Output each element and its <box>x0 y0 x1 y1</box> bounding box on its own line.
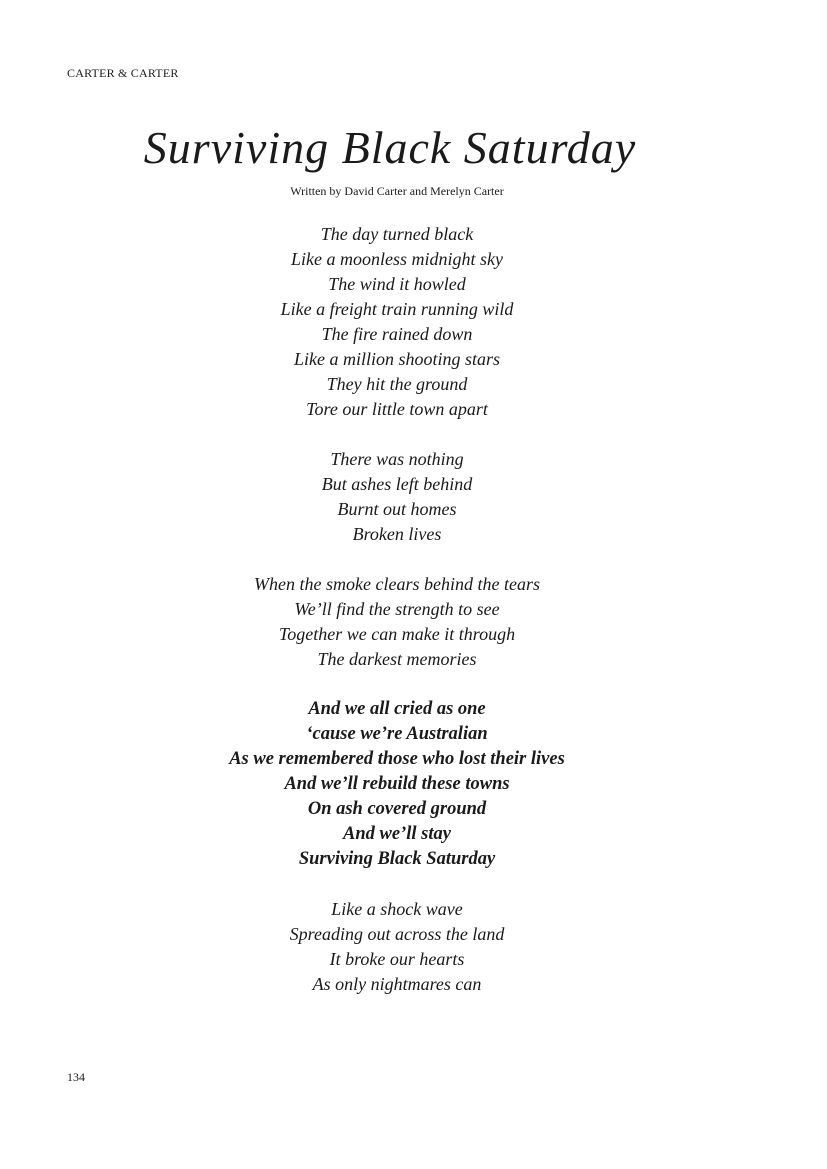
poem-line: Tore our little town apart <box>306 399 488 419</box>
poem-line: The day turned black <box>320 224 474 244</box>
stanza-chorus <box>0 697 794 872</box>
page-number: 134 <box>67 1070 85 1084</box>
poem-line: Like a freight train running wild <box>280 299 514 319</box>
poem-title: Surviving Black Saturday <box>143 122 637 173</box>
poem-line: The wind it howled <box>328 274 466 294</box>
poem-line: As only nightmares can <box>312 974 482 994</box>
poem-line: Surviving Black Saturday <box>298 849 496 869</box>
poem-line: Like a shock wave <box>331 899 463 919</box>
poem-line: On ash covered ground <box>307 799 487 819</box>
stanza-verse-3 <box>0 897 794 997</box>
byline: Written by David Carter and Merelyn Carter <box>290 184 504 198</box>
poem-line: ‘cause we’re Australian <box>306 724 488 744</box>
poem-line: The fire rained down <box>321 324 473 344</box>
poem-line: And we’ll rebuild these towns <box>284 774 510 794</box>
poem-line: It broke our hearts <box>329 949 465 969</box>
poem-line: Spreading out across the land <box>289 924 505 944</box>
stanza-verse-1 <box>0 222 794 422</box>
poem-body <box>0 222 794 1022</box>
poem-line: We’ll find the strength to see <box>294 599 500 619</box>
poem-line: But ashes left behind <box>321 474 473 494</box>
poem-line: Together we can make it through <box>278 624 516 644</box>
poem-line: And we’ll stay <box>343 824 451 844</box>
poem-line: There was nothing <box>330 449 464 469</box>
poem-line: Like a moonless midnight sky <box>291 249 503 269</box>
running-head: CARTER & CARTER <box>67 66 179 80</box>
poem-line: Broken lives <box>352 524 442 544</box>
poem-line: As we remembered those who lost their lives <box>229 749 565 769</box>
poem-line: Burnt out homes <box>337 499 457 519</box>
poem-line: The darkest memories <box>317 649 477 669</box>
poem-line: Like a million shooting stars <box>293 349 500 369</box>
stanza-verse-2 <box>0 447 794 547</box>
poem-line: They hit the ground <box>326 374 468 394</box>
poem-line: When the smoke clears behind the tears <box>254 574 540 594</box>
stanza-bridge <box>0 572 794 672</box>
poem-line: And we all cried as one <box>308 699 486 719</box>
